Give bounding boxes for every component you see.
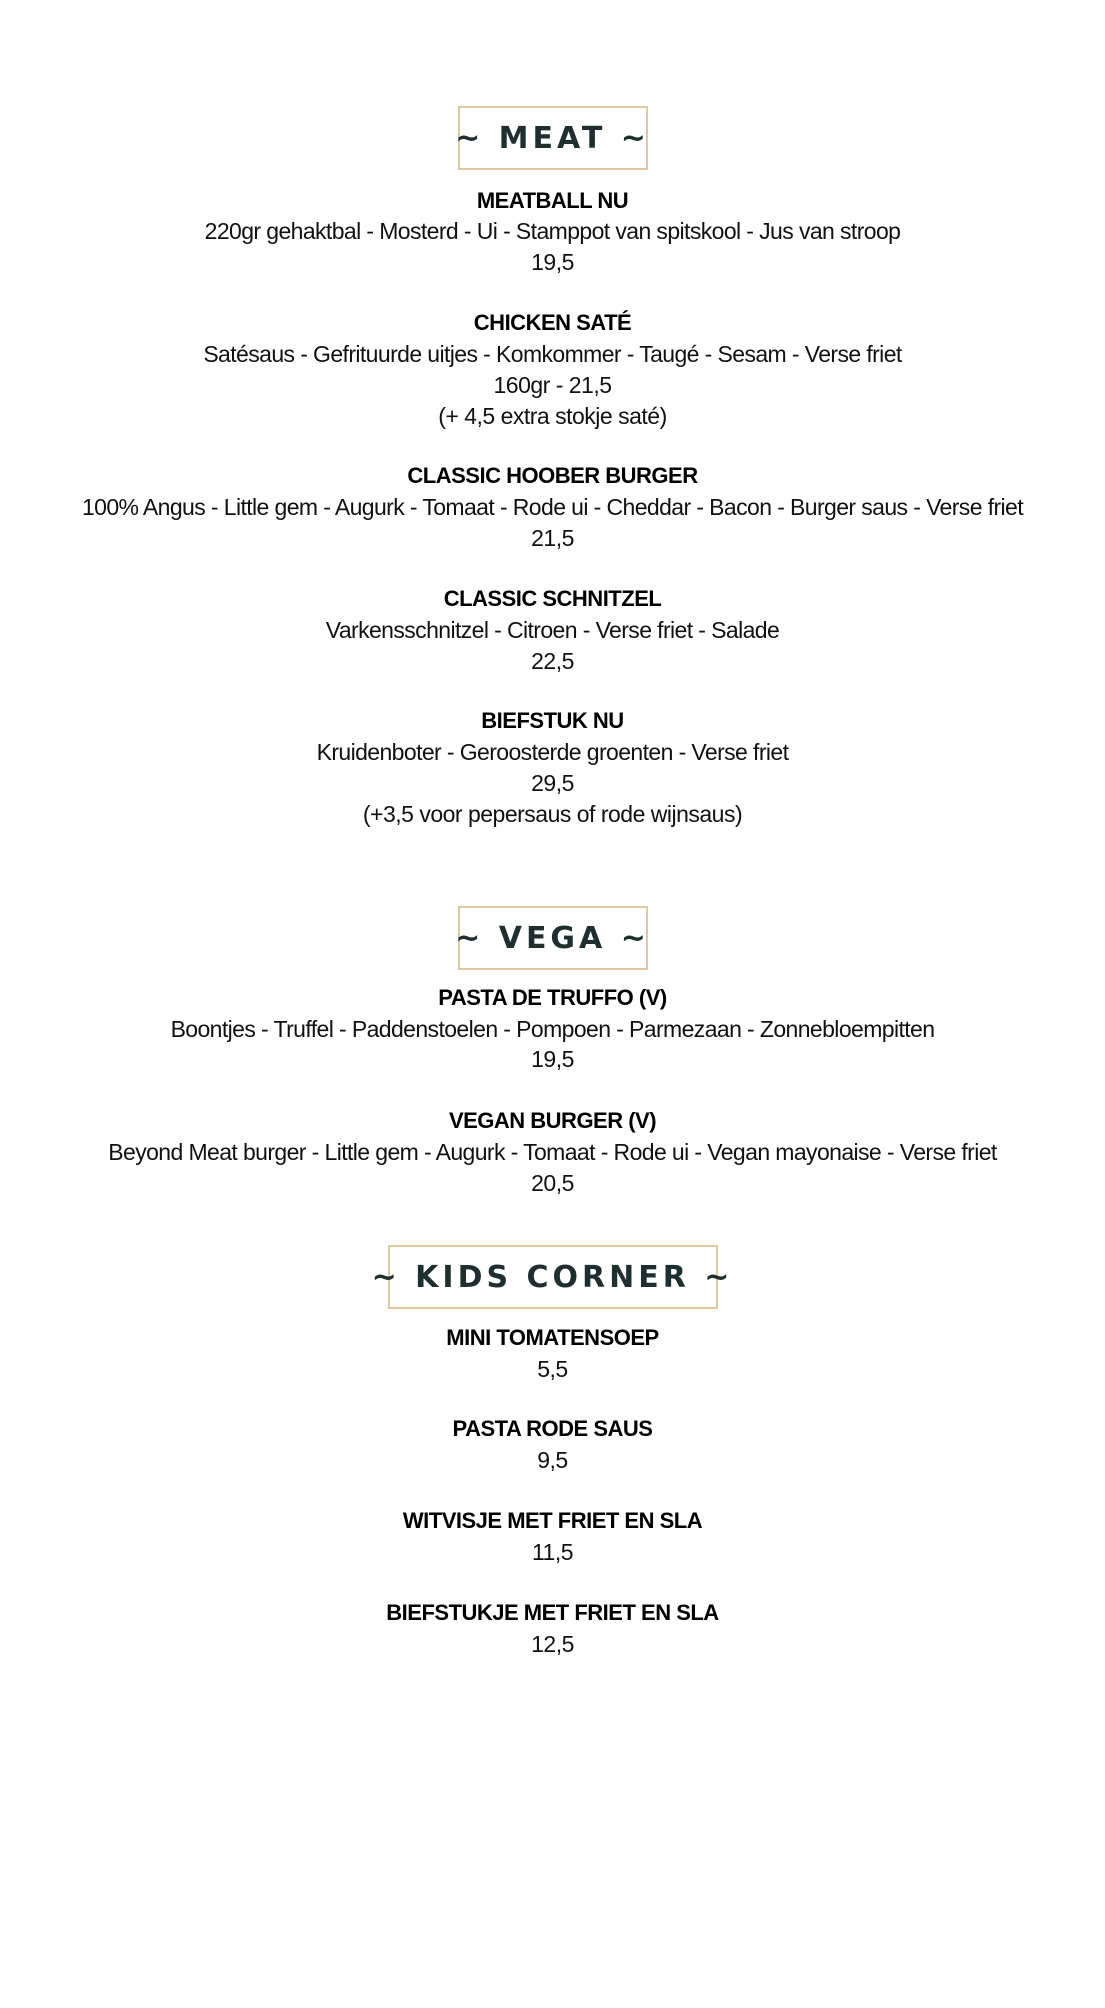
item-description: 100% Angus - Little gem - Augurk - Tomaat - Rode ui - Cheddar - Bacon - Burger saus - Verse friet [81, 494, 1024, 520]
item-price: 19,5 [531, 249, 574, 275]
item-name: MEATBALL NU [476, 188, 629, 213]
item-description: 220gr gehaktbal - Mosterd - Ui - Stamppot van spitskool - Jus van stroop [204, 218, 901, 244]
section-heading-vega: ~ VEGA ~ [458, 906, 648, 970]
item-name: CLASSIC SCHNITZEL [443, 586, 662, 611]
item-description: Satésaus - Gefrituurde uitjes - Komkommer - Taugé - Sesam - Verse friet [203, 341, 902, 367]
item-price: 22,5 [531, 648, 574, 674]
item-price: 29,5 [531, 770, 574, 796]
item-price: 160gr - 21,5 [493, 372, 612, 398]
item-price: 11,5 [531, 1539, 574, 1565]
item-name: BIEFSTUK NU [481, 708, 624, 733]
item-description: Varkensschnitzel - Citroen - Verse friet - Salade [325, 617, 780, 643]
item-name: PASTA DE TRUFFO (V) [438, 985, 667, 1010]
item-price: 19,5 [531, 1046, 574, 1072]
item-price: 9,5 [537, 1447, 568, 1473]
section-heading-kids-corner: ~ KIDS CORNER ~ [388, 1245, 718, 1309]
item-description: Boontjes - Truffel - Paddenstoelen - Pompoen - Parmezaan - Zonnebloempitten [170, 1016, 935, 1042]
item-name: PASTA RODE SAUS [452, 1416, 653, 1441]
item-note: (+3,5 voor pepersaus of rode wijnsaus) [362, 801, 743, 827]
item-name: MINI TOMATENSOEP [446, 1325, 659, 1350]
item-description: Beyond Meat burger - Little gem - Augurk - Tomaat - Rode ui - Vegan mayonaise - Verse friet [108, 1139, 997, 1165]
item-name: WITVISJE MET FRIET EN SLA [402, 1508, 703, 1533]
item-price: 21,5 [531, 525, 574, 551]
item-price: 12,5 [531, 1631, 574, 1657]
item-description: Kruidenboter - Geroosterde groenten - Verse friet [316, 739, 789, 765]
item-price: 20,5 [531, 1170, 574, 1196]
section-heading-meat: ~ MEAT ~ [458, 106, 648, 170]
item-name: VEGAN BURGER (V) [448, 1108, 657, 1133]
item-name: CHICKEN SATÉ [473, 310, 632, 335]
item-name: BIEFSTUKJE MET FRIET EN SLA [386, 1600, 719, 1625]
item-note: (+ 4,5 extra stokje saté) [438, 403, 667, 429]
item-price: 5,5 [537, 1356, 568, 1382]
item-name: CLASSIC HOOBER BURGER [407, 463, 698, 488]
